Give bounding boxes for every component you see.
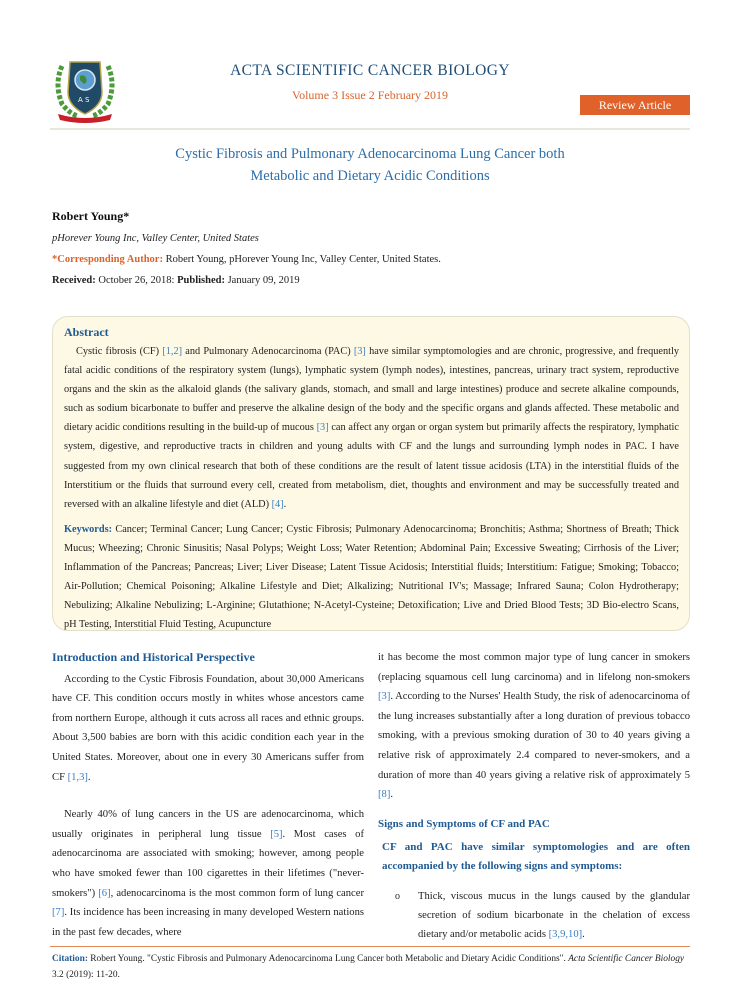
citation-link[interactable]: [1,3] [67, 771, 88, 783]
published-date: January 09, 2019 [224, 275, 300, 286]
svg-text:A S: A S [78, 96, 90, 104]
author-affiliation: pHorever Young Inc, Valley Center, United States [52, 233, 259, 244]
citation-link[interactable]: [3,9,10] [548, 929, 583, 941]
citation-link[interactable]: [3] [316, 422, 329, 434]
intro-paragraph-2-continued [378, 648, 690, 805]
list-item [378, 887, 690, 944]
intro-heading: Introduction and Historical Perspective [52, 650, 255, 664]
left-column [52, 648, 364, 942]
abstract-text-segment: can affect any organ or organ system but primarily affects the respiratory, lymphatic system, digestive, and reproductive tracts in children and young adults with CF and the lungs and surrounding lymph nodes in PAC. I have suggested from my own clinical research that both of these conditions are the result of latent tissue acidosis (LTA) in the interstitial fluids of the Interstitium or the fluids that surround every cell, created from metabolism, diet, thoughts and environment and may be successfully treated and reversed with an alkaline lifestyle and diet (ALD) [64, 422, 679, 510]
keywords-label: Keywords: [64, 523, 113, 535]
citation-ref: 3.2 (2019): 11-20. [52, 970, 120, 980]
citation-link[interactable]: [7] [52, 907, 65, 919]
keywords [64, 520, 679, 635]
citation-link[interactable]: [3] [353, 346, 366, 357]
corresponding-label: *Corresponding Author: [52, 254, 163, 265]
paragraph-text: . [87, 771, 91, 783]
received-label: Received: [52, 275, 96, 286]
signs-heading: Signs and Symptoms of CF and PAC [378, 817, 550, 830]
citation-footer [52, 951, 688, 983]
keywords-list: Cancer; Terminal Cancer; Lung Cancer; Cystic Fibrosis; Pulmonary Adenocarcinoma; Bronchitis; Asthma; Shortness of Breath; Thick Mucus; Wheezing; Chronic Sinusitis; Nasal Polyps; Weight Loss; Water Retention; Abdominal Pain; Excessive Sweating; Cirrhosis of the Liver; Inflammation of the Pancreas; Pancreas; Liver; Liver Disease; Latent Tissue Acidosis; Interstitial fluids; Interstitium: Fatigue; Smoking; Tobacco; Air-Pollution; Chemical Poisoning; Alkaline Lifestyle and Diet; Alkalizing; Nutritional IV's; Massage; Infrared Sauna; Colon Hydrotherapy; Nebulizing; Alkaline Nebulizing; L-Arginine; Glutathione; N-Acetyl-Cysteine; Detoxification; Live and Dried Blood Tests; 3D Bio-electro Scans, pH Testing, Interstitial Fluid Testing, Acupuncture [64, 523, 679, 631]
abstract-text-segment: have similar symptomologies and are chronic, progressive, and frequently fatal acidic conditions of the respiratory system (lungs), lymphatic system (lymph nodes), intestines, pancreas, urinary tract system, reproductive organs and the skin as the alkaloid glands (the salivary glands, stomach, and small and large intestines) produce and secrete alkaline compounds, such as sodium bicarbonate to buffer and preserve the alkaline design of the body and the specific organs and glands affected. These metabolic and dietary acidic conditions resulting in the build-up of mucous [64, 346, 679, 434]
article-title-line1: Cystic Fibrosis and Pulmonary Adenocarcinoma Lung Cancer both [175, 146, 565, 162]
abstract-text-segment: . [283, 498, 287, 510]
citation-link[interactable]: [3] [378, 691, 391, 703]
paragraph-text: . [390, 789, 394, 801]
right-column [378, 648, 690, 944]
paragraph-text: . Most cases of adenocarcinoma are associated with smoking; however, among people who have smoked fewer than 100 cigarettes in their lifetimes ("never-smokers") [52, 828, 364, 899]
citation-text: Robert Young. "Cystic Fibrosis and Pulmonary Adenocarcinoma Lung Cancer both Metabolic and Dietary Acidic Conditions". [87, 954, 569, 964]
corresponding-author [52, 254, 441, 265]
footer-divider [50, 946, 690, 947]
citation-link[interactable]: [4] [271, 498, 284, 510]
issue-info: Volume 3 Issue 2 February 2019 [291, 88, 449, 102]
author-name: Robert Young* [52, 209, 130, 223]
paragraph-text: . Its incidence has been increasing in many developed Western nations in the past few decades, where [52, 907, 364, 938]
abstract-box [52, 316, 690, 631]
received-date: October 26, 2018: [95, 275, 178, 286]
journal-title: ACTA SCIENTIFIC CANCER BIOLOGY [230, 62, 510, 79]
paragraph-text: it has become the most common major type of lung cancer in smokers (replacing squamous cell lung carcinoma) and in lifelong non-smokers [378, 652, 690, 683]
list-item-text: Thick, viscous mucus in the lungs caused by the glandular secretion of sodium bicarbonate in the chelation of excess dietary and/or metabolic acids [418, 891, 690, 941]
header-divider [50, 128, 690, 130]
abstract-text-segment: Cystic fibrosis (CF) [76, 346, 163, 357]
article-dates [52, 275, 300, 286]
citation-link[interactable]: [1,2] [162, 346, 183, 357]
abstract-text [64, 342, 679, 514]
abstract-heading: Abstract [64, 325, 109, 339]
citation-label: Citation: [52, 954, 88, 964]
citation-link[interactable]: [5] [270, 828, 283, 840]
paragraph-text: According to the Cystic Fibrosis Foundation, about 30,000 Americans have CF. This condition occurs mostly in whites whose ancestors came from northern Europe, although it cuts across all races and ethnic groups. About 3,500 babies are born with this acidic condition each year in the United States. Moreover, about one in every 30 Americans suffer from CF [52, 673, 364, 783]
signs-intro: CF and PAC have similar symptomologies and are often accompanied by the following signs and symptoms: [382, 841, 690, 873]
journal-header [50, 48, 690, 126]
citation-link[interactable]: [8] [378, 789, 391, 801]
list-item-text: . [582, 929, 585, 941]
published-label: Published: [177, 275, 225, 286]
article-title-line2: Metabolic and Dietary Acidic Conditions [250, 168, 490, 184]
abstract-text-segment: and Pulmonary Adenocarcinoma (PAC) [182, 346, 354, 357]
circle-bullet-icon: o [395, 891, 400, 903]
intro-paragraph-2 [52, 805, 364, 942]
paragraph-text: . According to the Nurses' Health Study, the risk of adenocarcinoma of the lung increases substantially after a long duration of previous tobacco smoking, with a previous smoking duration of 30 to 40 years giving a relative risk of approximately 2.4 compared to never-smokers, and a duration of more than 40 years giving a relative risk of approximately 5 [378, 691, 690, 781]
paragraph-text: , adenocarcinoma is the most common form of lung cancer [110, 887, 364, 899]
citation-link[interactable]: [6] [98, 887, 111, 899]
corresponding-text: Robert Young, pHorever Young Inc, Valley Center, United States. [162, 254, 441, 265]
article-type-badge: Review Article [580, 95, 690, 115]
citation-journal: Acta Scientific Cancer Biology [568, 954, 685, 964]
paragraph-text: Nearly 40% of lung cancers in the US are adenocarcinoma, which usually originates in peripheral lung tissue [52, 809, 364, 840]
intro-paragraph-1 [52, 670, 364, 788]
article-title [50, 143, 690, 187]
